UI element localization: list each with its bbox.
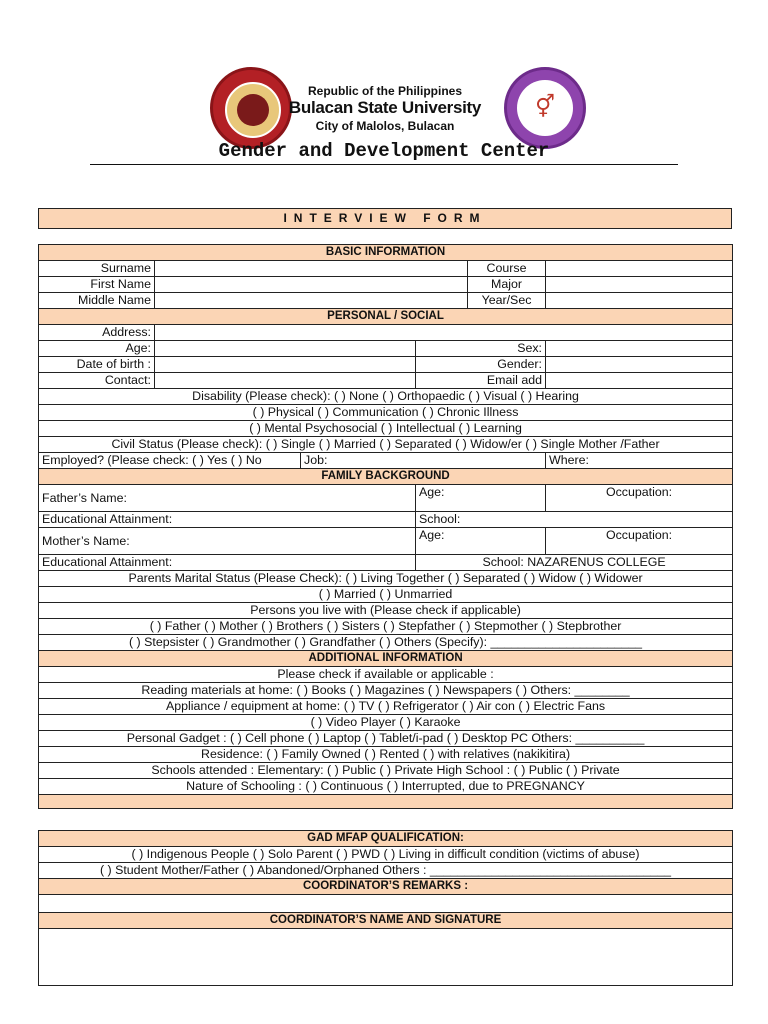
year-sec-field[interactable] (546, 293, 733, 309)
reading-row[interactable]: Reading materials at home: ( ) Books ( ) Magazines ( ) Newspapers ( ) Others: ________ (39, 683, 733, 699)
live-with-row-2[interactable]: ( ) Stepsister ( ) Grandmother ( ) Grandfather ( ) Others (Specify): ______________________ (39, 635, 733, 651)
city-text: City of Malolos, Bulacan (315, 119, 455, 133)
mother-age-field[interactable]: Age: (416, 528, 546, 555)
label-first-name: First Name (39, 277, 155, 293)
where-field[interactable]: Where: (546, 453, 733, 469)
end-spacer (39, 795, 733, 809)
civil-status-row[interactable]: Civil Status (Please check): ( ) Single ( ) Married ( ) Separated ( ) Widow/er ( ) Single Mother /Father (39, 437, 733, 453)
parents-status-row-2[interactable]: ( ) Married ( ) Unmarried (39, 587, 733, 603)
letterhead (0, 0, 768, 175)
mother-school-field[interactable]: School: NAZARENUS COLLEGE (416, 555, 733, 571)
live-with-row-1[interactable]: ( ) Father ( ) Mother ( ) Brothers ( ) Sisters ( ) Stepfather ( ) Stepmother ( ) Stepbrother (39, 619, 733, 635)
appliance-row-2[interactable]: ( ) Video Player ( ) Karaoke (39, 715, 733, 731)
section-gad: GAD MFAP QUALIFICATION: (39, 831, 733, 847)
gad-row-1[interactable]: ( ) Indigenous People ( ) Solo Parent ( ) PWD ( ) Living in difficult condition (victims of abuse) (39, 847, 733, 863)
gender-field[interactable] (546, 357, 733, 373)
label-address: Address: (39, 325, 155, 341)
parents-status-row-1[interactable]: Parents Marital Status (Please Check): ( ) Living Together ( ) Separated ( ) Widow ( ) Widower (39, 571, 733, 587)
label-email: Email add (416, 373, 546, 389)
mother-name-field[interactable]: Mother’s Name: (39, 528, 416, 555)
dob-field[interactable] (155, 357, 416, 373)
label-middle-name: Middle Name (39, 293, 155, 309)
name-signature-field[interactable] (39, 929, 733, 986)
label-major: Major (468, 277, 546, 293)
gadget-row[interactable]: Personal Gadget : ( ) Cell phone ( ) Laptop ( ) Tablet/i-pad ( ) Desktop PC Others: __________ (39, 731, 733, 747)
address-field[interactable] (155, 325, 733, 341)
surname-field[interactable] (155, 261, 468, 277)
label-gender: Gender: (416, 357, 546, 373)
form-title: INTERVIEW FORM (38, 208, 732, 229)
disability-row-2[interactable]: ( ) Physical ( ) Communication ( ) Chronic Illness (39, 405, 733, 421)
appliance-row-1[interactable]: Appliance / equipment at home: ( ) TV ( ) Refrigerator ( ) Air con ( ) Electric Fans (39, 699, 733, 715)
mother-educ-field[interactable]: Educational Attainment: (39, 555, 416, 571)
section-name-signature: COORDINATOR’S NAME AND SIGNATURE (39, 913, 733, 929)
email-field[interactable] (546, 373, 733, 389)
label-sex: Sex: (416, 341, 546, 357)
label-contact: Contact: (39, 373, 155, 389)
first-name-field[interactable] (155, 277, 468, 293)
section-remarks: COORDINATOR’S REMARKS : (39, 879, 733, 895)
label-course: Course (468, 261, 546, 277)
live-with-heading: Persons you live with (Please check if applicable) (39, 603, 733, 619)
gad-table (38, 830, 733, 986)
label-surname: Surname (39, 261, 155, 277)
course-field[interactable] (546, 261, 733, 277)
header-rule (90, 164, 678, 165)
employed-check[interactable]: Employed? (Please check: ( ) Yes ( ) No (39, 453, 301, 469)
mother-occupation-field[interactable]: Occupation: (546, 528, 733, 555)
age-field[interactable] (155, 341, 416, 357)
father-name-field[interactable]: Father’s Name: (39, 485, 416, 512)
university-name: Bulacan State University (288, 98, 482, 117)
interview-form-table (38, 244, 733, 809)
job-field[interactable]: Job: (301, 453, 546, 469)
father-occupation-field[interactable]: Occupation: (546, 485, 733, 512)
father-school-field[interactable]: School: (416, 512, 733, 528)
father-age-field[interactable]: Age: (416, 485, 546, 512)
disability-row-3[interactable]: ( ) Mental Psychosocial ( ) Intellectual ( ) Learning (39, 421, 733, 437)
section-basic: BASIC INFORMATION (39, 245, 733, 261)
major-field[interactable] (546, 277, 733, 293)
schools-row[interactable]: Schools attended : Elementary: ( ) Public ( ) Private High School : ( ) Public ( ) Private (39, 763, 733, 779)
section-personal: PERSONAL / SOCIAL (39, 309, 733, 325)
section-family: FAMILY BACKGROUND (39, 469, 733, 485)
gad-row-2[interactable]: ( ) Student Mother/Father ( ) Abandoned/Orphaned Others : ___________________________________ (39, 863, 733, 879)
additional-instruction: Please check if available or applicable : (39, 667, 733, 683)
label-age: Age: (39, 341, 155, 357)
republic-text: Republic of the Philippines (307, 84, 462, 98)
nature-row[interactable]: Nature of Schooling : ( ) Continuous ( ) Interrupted, due to PREGNANCY (39, 779, 733, 795)
sex-field[interactable] (546, 341, 733, 357)
gad-seal-icon: ⚥ (504, 67, 586, 149)
section-additional: ADDITIONAL INFORMATION (39, 651, 733, 667)
middle-name-field[interactable] (155, 293, 468, 309)
label-year-sec: Year/Sec (468, 293, 546, 309)
residence-row[interactable]: Residence: ( ) Family Owned ( ) Rented ( ) with relatives (nakikitira) (39, 747, 733, 763)
center-title: Gender and Development Center (218, 140, 550, 162)
contact-field[interactable] (155, 373, 416, 389)
remarks-field[interactable] (39, 895, 733, 913)
label-dob: Date of birth : (39, 357, 155, 373)
father-educ-field[interactable]: Educational Attainment: (39, 512, 416, 528)
disability-row-1[interactable]: Disability (Please check): ( ) None ( ) Orthopaedic ( ) Visual ( ) Hearing (39, 389, 733, 405)
